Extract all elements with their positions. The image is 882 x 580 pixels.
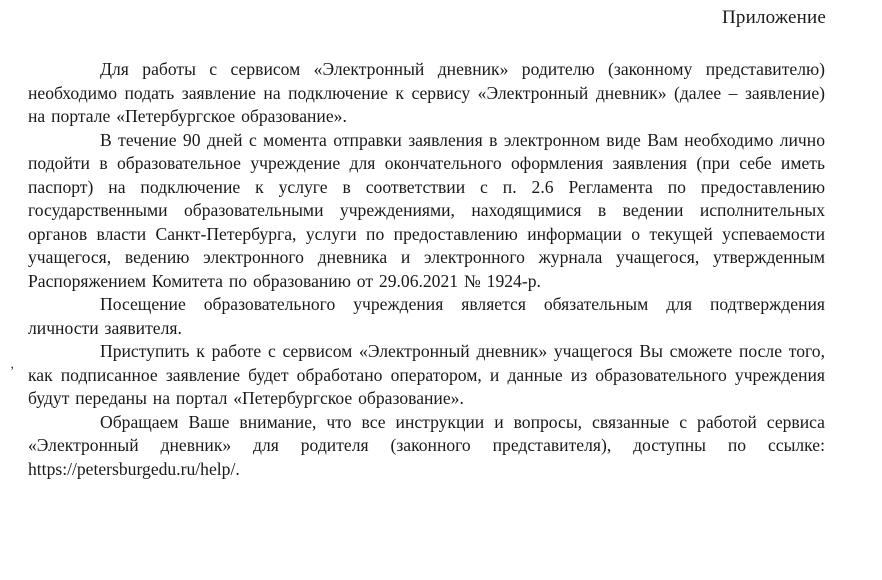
paragraph-90-days-procedure: В течение 90 дней с момента отправки заявления в электронном виде Вам необходимо лично подойти в образовательное учреждение для окончательного оформления заявления (при себе иметь паспорт) на подключение к услуге в соответствии с п. 2.6 Регламента по предоставлению государственными образовательными учреждениями, находящимися в ведении исполнительных органов власти Санкт-Петербурга, услуги по предоставлению информации о текущей успеваемости учащегося, ведению электронного дневника и электронного журнала учащегося, утвержденным Распоряжением Комитета по образованию от 29.06.2021 № 1924-р. xyxy=(28,129,825,291)
paragraph-help-link: Обращаем Ваше внимание, что все инструкции и вопросы, связанные с работой сервиса «Электронный дневник» для родителя (законного представителя), доступны по ссылке: https://petersburgedu.ru/help/. xyxy=(28,411,825,479)
paragraph-visit-required: Посещение образовательного учреждения является обязательным для подтверждения личности заявителя. xyxy=(28,294,825,338)
paragraph-start-after-processing: Приступить к работе с сервисом «Электронный дневник» учащегося Вы сможете после того, как подписанное заявление будет обработано оператором, и данные из образовательного учреждения будут переданы на портал «Петербургское образование». xyxy=(28,341,825,408)
scan-artifact-mark: , xyxy=(8,355,15,372)
document-body xyxy=(28,58,825,481)
page-heading: Приложение xyxy=(722,7,826,28)
paragraph-intro: Для работы с сервисом «Электронный дневник» родителю (законному представителю) необходимо подать заявление на подключение к сервису «Электронный дневник» (далее – заявление) на портале «Петербургское образование». xyxy=(28,59,825,126)
